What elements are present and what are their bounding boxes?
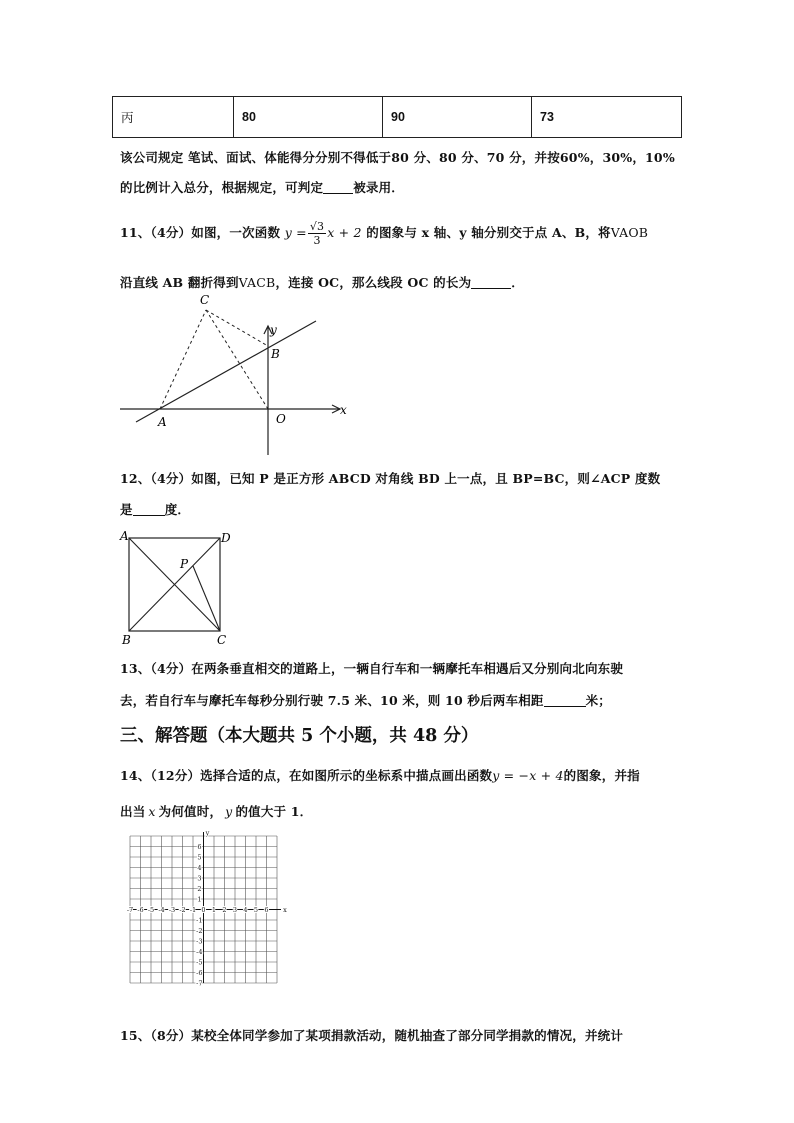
q11-line2-mid: ，连接 OC，那么线段 OC 的长为 bbox=[275, 275, 472, 290]
section-heading: 三、解答题（本大题共 5 个小题，共 48 分） bbox=[120, 726, 479, 746]
q11-line2-pre: 沿直线 AB 翻折得到 bbox=[120, 275, 239, 290]
table-cell: 丙 bbox=[113, 97, 234, 138]
q12-figure bbox=[116, 526, 246, 650]
q13-line2-post: 米； bbox=[585, 693, 612, 708]
q12-line1: 12、（4分）如图，已知 P 是正方形 ABCD 对角线 BD 上一点，且 BP=BC，则∠ACP 度数 bbox=[120, 471, 661, 486]
label-y: y bbox=[270, 323, 277, 337]
x-tick-label: -2 bbox=[179, 906, 186, 914]
score-table bbox=[112, 96, 682, 138]
q10-line2-post: 被录用． bbox=[353, 180, 405, 195]
segment-ac bbox=[160, 310, 206, 409]
y-tick-label: 6 bbox=[197, 843, 202, 851]
label-b: B bbox=[271, 347, 280, 361]
segment-co bbox=[206, 310, 268, 409]
fraction-denominator: 3 bbox=[313, 234, 321, 247]
y-tick-label: 4 bbox=[197, 864, 202, 872]
x-tick-label: -6 bbox=[137, 906, 144, 914]
q13-line1: 13、（4分）在两条垂直相交的道路上，一辆自行车和一辆摩托车相遇后又分别向北向东驶 bbox=[120, 661, 624, 676]
q14-function: y = −x + 4 bbox=[492, 768, 564, 783]
q10-line2-pre: 的比例计入总分，根据规定，可判定 bbox=[120, 180, 324, 195]
q14-line2-a: 出当 bbox=[120, 804, 146, 819]
q11-after-fn: 的图象与 x 轴、y 轴分别交于点 A、B，将 bbox=[366, 225, 611, 240]
y-tick-label: -6 bbox=[196, 969, 203, 977]
q11-fraction bbox=[308, 220, 326, 247]
x-tick-label: -4 bbox=[158, 906, 165, 914]
label-x: x bbox=[340, 403, 347, 417]
label-d: D bbox=[221, 531, 231, 545]
q11-line1 bbox=[120, 220, 648, 247]
segment-pc bbox=[193, 566, 220, 631]
label-b: B bbox=[122, 633, 131, 647]
y-axis-label: y bbox=[205, 830, 210, 837]
y-tick-label: -4 bbox=[196, 948, 203, 956]
line-ab bbox=[136, 321, 316, 422]
y-tick-label: -2 bbox=[196, 927, 203, 935]
table-cell: 73 bbox=[532, 97, 682, 138]
x-tick-label: -3 bbox=[168, 906, 176, 914]
segment-cb bbox=[206, 310, 268, 346]
coordinate-grid bbox=[120, 830, 290, 988]
label-a: A bbox=[158, 415, 167, 429]
q14-line2-b: 为何值时， bbox=[158, 804, 223, 819]
table-cell: 90 bbox=[383, 97, 532, 138]
q12-line2 bbox=[120, 500, 190, 518]
q13-line2 bbox=[120, 691, 611, 709]
x-tick-label: 0 bbox=[201, 906, 206, 914]
x-tick-label: 1 bbox=[211, 906, 217, 914]
answer-blank bbox=[471, 276, 511, 289]
q15-line1: 15、（8分）某校全体同学参加了某项捐款活动，随机抽查了部分同学捐款的情况，并统计 bbox=[120, 1028, 624, 1043]
q13-line2-pre: 去，若自行车与摩托车每秒分别行驶 7.5 米、10 米，则 10 秒后两车相距 bbox=[120, 693, 544, 708]
x-tick-label: 3 bbox=[232, 906, 238, 914]
q14-var-y: y bbox=[225, 804, 233, 819]
label-a: A bbox=[120, 529, 129, 543]
q14-line1 bbox=[120, 766, 640, 784]
q11-tri1: VAOB bbox=[610, 225, 649, 240]
y-tick-label: -5 bbox=[196, 958, 203, 967]
y-tick-label: -1 bbox=[196, 916, 203, 925]
q12-line2-post: 度． bbox=[164, 502, 191, 517]
fraction-numerator: √3 bbox=[309, 220, 325, 233]
q10-line2 bbox=[120, 178, 404, 196]
q11-line2 bbox=[120, 273, 524, 291]
answer-blank bbox=[133, 503, 165, 516]
y-tick-label: 2 bbox=[197, 885, 202, 893]
x-tick-label: 5 bbox=[253, 906, 259, 914]
q11-line2-end: ． bbox=[511, 275, 524, 290]
y-tick-label: -7 bbox=[196, 979, 203, 988]
label-p: P bbox=[180, 557, 189, 571]
y-tick-label: 1 bbox=[197, 895, 202, 904]
q14-line2 bbox=[120, 802, 312, 820]
table-cell: 80 bbox=[234, 97, 383, 138]
y-tick-label: 3 bbox=[197, 874, 202, 883]
x-tick-label: 2 bbox=[222, 906, 227, 914]
q14-line1-post: 的图象，并指 bbox=[563, 768, 640, 783]
x-tick-label: -1 bbox=[189, 906, 197, 914]
label-c: C bbox=[217, 633, 227, 647]
q10-line1: 该公司规定 笔试、面试、体能得分分别不得低于80 分、80 分、70 分，并按60%，30%，10% bbox=[120, 150, 675, 165]
table-row bbox=[113, 97, 682, 138]
q11-fn-rest: x + 2 bbox=[327, 225, 362, 240]
answer-blank bbox=[323, 181, 353, 194]
q11-fn-y: y = bbox=[284, 225, 307, 240]
label-c: C bbox=[200, 293, 210, 307]
x-axis-label: x bbox=[283, 906, 287, 914]
q11-figure bbox=[118, 290, 350, 460]
q14-line2-c: 的值大于 1． bbox=[235, 804, 313, 819]
x-tick-label: 6 bbox=[264, 906, 269, 914]
x-tick-label: -7 bbox=[126, 906, 134, 914]
q12-line2-pre: 是 bbox=[120, 502, 133, 517]
y-tick-label: 5 bbox=[197, 853, 202, 862]
q11-tri2: VACB bbox=[238, 275, 276, 290]
label-o: O bbox=[276, 412, 286, 426]
answer-blank bbox=[544, 694, 586, 707]
y-tick-label: -3 bbox=[196, 937, 203, 946]
x-tick-label: -5 bbox=[147, 906, 155, 914]
q14-var-x: x bbox=[148, 804, 156, 819]
x-tick-label: 4 bbox=[243, 906, 248, 914]
q14-line1-pre: 14、（12分）选择合适的点，在如图所示的坐标系中描点画出函数 bbox=[120, 768, 493, 783]
q11-number: 11、（4分）如图，一次函数 bbox=[120, 225, 281, 240]
